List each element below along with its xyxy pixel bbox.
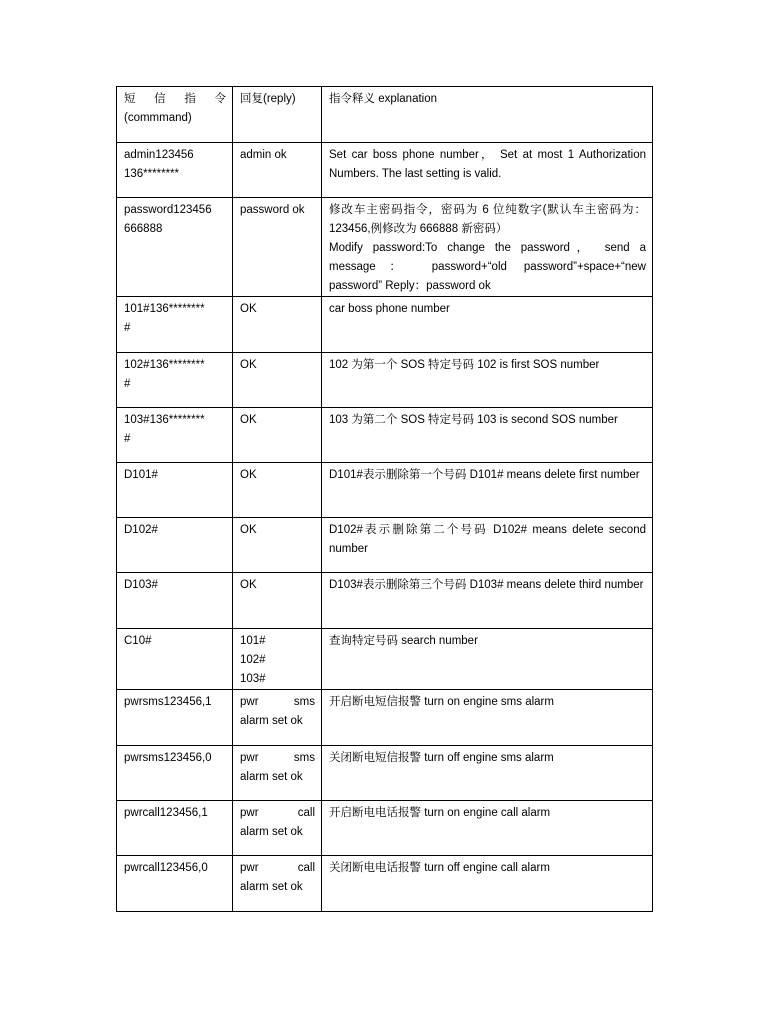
explanation-cell	[322, 143, 653, 198]
explanation-text: D103#表示删除第三个号码 D103# means delete third number	[329, 579, 644, 591]
command-cell	[117, 573, 233, 629]
reply-text: alarm set ok	[240, 826, 303, 838]
command-cell	[117, 353, 233, 408]
reply-text: OK	[240, 303, 257, 315]
header-reply: 回复(reply)	[240, 93, 296, 105]
command-text: pwrcall123456,0	[124, 862, 208, 874]
explanation-text: 关闭断电电话报警 turn off engine call alarm	[329, 862, 550, 874]
command-text: #	[124, 322, 131, 334]
command-text: #	[124, 433, 131, 445]
table-row	[117, 297, 653, 353]
explanation-cell	[322, 198, 653, 297]
explanation-text: Set car boss phone number， Set at most 1 Authorization Numbers. The last setting is valid.	[329, 149, 646, 180]
command-text: #	[124, 378, 131, 390]
reply-text: admin ok	[240, 149, 287, 161]
command-cell	[117, 143, 233, 198]
reply-cell	[233, 690, 322, 746]
table-row	[117, 143, 653, 198]
header-command-cell	[117, 87, 233, 143]
command-text: D101#	[124, 469, 158, 481]
reply-text: 103#	[240, 673, 266, 685]
command-text: admin123456	[124, 149, 194, 161]
reply-text: pwr sms	[240, 696, 315, 708]
explanation-text: D102#表示删除第二个号码 D102# means delete second number	[329, 524, 646, 555]
reply-cell	[233, 353, 322, 408]
reply-text: pwr sms	[240, 752, 315, 764]
explanation-cell	[322, 629, 653, 690]
command-text: pwrcall123456,1	[124, 807, 208, 819]
command-text: 103#136********	[124, 414, 205, 426]
reply-text: pwr call	[240, 807, 315, 819]
command-cell	[117, 408, 233, 463]
explanation-text: Modify password:To change the password， send a message： password+“old password”+space+“new password” Reply：password ok	[329, 242, 646, 292]
explanation-cell	[322, 746, 653, 801]
command-text: 102#136********	[124, 359, 205, 371]
reply-cell	[233, 198, 322, 297]
command-cell	[117, 856, 233, 912]
explanation-cell	[322, 463, 653, 518]
reply-text: alarm set ok	[240, 881, 303, 893]
reply-text: alarm set ok	[240, 715, 303, 727]
reply-cell	[233, 143, 322, 198]
command-cell	[117, 746, 233, 801]
explanation-cell	[322, 801, 653, 856]
explanation-text: 开启断电电话报警 turn on engine call alarm	[329, 807, 551, 819]
explanation-text: 103 为第二个 SOS 特定号码 103 is second SOS number	[329, 414, 618, 426]
explanation-cell	[322, 856, 653, 912]
reply-text: pwr call	[240, 862, 315, 874]
reply-cell	[233, 801, 322, 856]
reply-text: 101#	[240, 635, 266, 647]
table-row	[117, 518, 653, 573]
command-text: D102#	[124, 524, 158, 536]
explanation-cell	[322, 573, 653, 629]
explanation-cell	[322, 518, 653, 573]
reply-text: OK	[240, 579, 257, 591]
explanation-text: D101#表示删除第一个号码 D101# means delete first number	[329, 469, 640, 481]
command-text: C10#	[124, 635, 152, 647]
reply-cell	[233, 746, 322, 801]
table-row	[117, 629, 653, 690]
table-row	[117, 353, 653, 408]
reply-cell	[233, 408, 322, 463]
command-text: password123456	[124, 204, 212, 216]
explanation-cell	[322, 297, 653, 353]
command-cell	[117, 629, 233, 690]
command-cell	[117, 297, 233, 353]
reply-cell	[233, 856, 322, 912]
reply-text: OK	[240, 469, 257, 481]
table-row	[117, 573, 653, 629]
table-row	[117, 690, 653, 746]
command-cell	[117, 801, 233, 856]
reply-cell	[233, 463, 322, 518]
sms-command-table	[116, 86, 653, 912]
reply-text: password ok	[240, 204, 305, 216]
header-reply-cell	[233, 87, 322, 143]
reply-text: OK	[240, 359, 257, 371]
table-row	[117, 198, 653, 297]
explanation-text: 关闭断电短信报警 turn off engine sms alarm	[329, 752, 554, 764]
explanation-cell	[322, 353, 653, 408]
reply-text: OK	[240, 414, 257, 426]
reply-text: 102#	[240, 654, 266, 666]
table-row	[117, 801, 653, 856]
reply-cell	[233, 297, 322, 353]
table-row	[117, 463, 653, 518]
table-header-row	[117, 87, 653, 143]
header-explanation-cell	[322, 87, 653, 143]
command-text: 136********	[124, 168, 179, 180]
header-explanation: 指令释义 explanation	[329, 93, 438, 105]
table-row	[117, 856, 653, 912]
table-row	[117, 408, 653, 463]
reply-cell	[233, 518, 322, 573]
reply-cell	[233, 629, 322, 690]
command-cell	[117, 463, 233, 518]
explanation-text: car boss phone number	[329, 303, 450, 315]
command-cell	[117, 518, 233, 573]
explanation-cell	[322, 408, 653, 463]
command-text: pwrsms123456,0	[124, 752, 212, 764]
command-text: D103#	[124, 579, 158, 591]
explanation-text: 修改车主密码指令，密码为 6 位纯数字(默认车主密码为：123456,例修改为 666888 新密码）	[329, 204, 646, 235]
command-text: pwrsms123456,1	[124, 696, 212, 708]
command-text: 666888	[124, 223, 163, 235]
explanation-cell	[322, 690, 653, 746]
command-text: 101#136********	[124, 303, 205, 315]
header-command-en: (commmand)	[124, 112, 192, 124]
command-cell	[117, 690, 233, 746]
table-row	[117, 746, 653, 801]
explanation-text: 查询特定号码 search number	[329, 635, 478, 647]
command-cell	[117, 198, 233, 297]
explanation-text: 102 为第一个 SOS 特定号码 102 is first SOS number	[329, 359, 600, 371]
reply-cell	[233, 573, 322, 629]
reply-text: alarm set ok	[240, 771, 303, 783]
reply-text: OK	[240, 524, 257, 536]
header-command-cn: 短 信 指 令	[124, 93, 226, 105]
explanation-text: 开启断电短信报警 turn on engine sms alarm	[329, 696, 554, 708]
